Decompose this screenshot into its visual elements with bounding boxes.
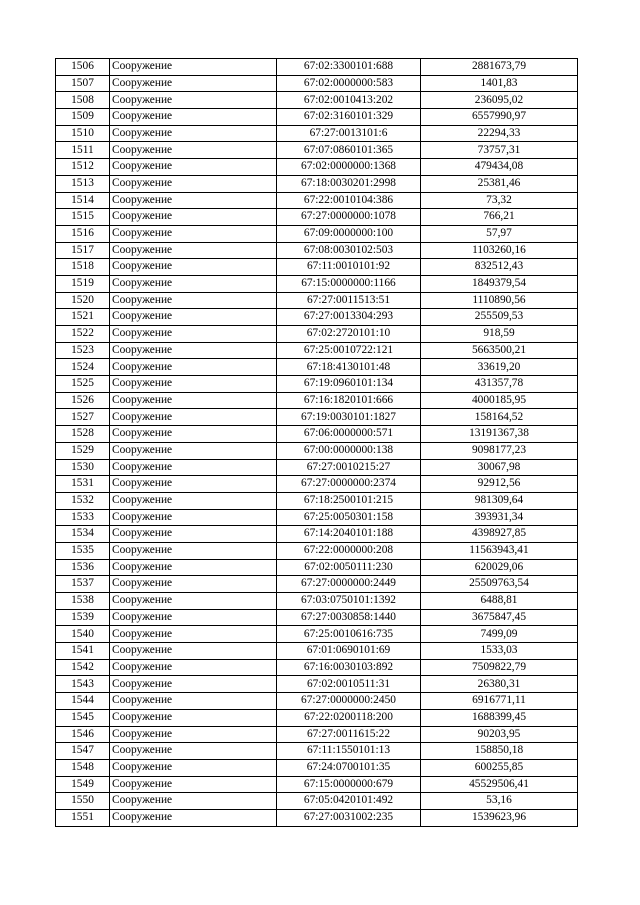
row-number-cell: 1512: [56, 159, 110, 176]
row-number-cell: 1506: [56, 59, 110, 76]
cadastral-number-cell: 67:02:3300101:688: [277, 59, 421, 76]
table-row: [56, 142, 578, 159]
table-row: [56, 125, 578, 142]
cadastral-value-cell: 45529506,41: [421, 776, 578, 793]
cadastral-number-cell: 67:16:0030103:892: [277, 659, 421, 676]
object-type-cell: Сооружение: [110, 225, 277, 242]
cadastral-number-cell: 67:27:0013101:6: [277, 125, 421, 142]
row-number-cell: 1530: [56, 459, 110, 476]
object-type-cell: Сооружение: [110, 542, 277, 559]
cadastral-value-cell: 25381,46: [421, 175, 578, 192]
table-row: [56, 726, 578, 743]
cadastral-value-cell: 6916771,11: [421, 693, 578, 710]
table-row: [56, 259, 578, 276]
cadastral-number-cell: 67:11:0010101:92: [277, 259, 421, 276]
object-type-cell: Сооружение: [110, 159, 277, 176]
cadastral-value-cell: 1539623,96: [421, 809, 578, 826]
cadastral-number-cell: 67:24:0700101:35: [277, 759, 421, 776]
object-type-cell: Сооружение: [110, 409, 277, 426]
object-type-cell: Сооружение: [110, 342, 277, 359]
row-number-cell: 1509: [56, 109, 110, 126]
cadastral-value-cell: 7499,09: [421, 626, 578, 643]
object-type-cell: Сооружение: [110, 59, 277, 76]
cadastral-value-cell: 431357,78: [421, 376, 578, 393]
cadastral-value-cell: 26380,31: [421, 676, 578, 693]
cadastral-number-cell: 67:02:0050111:230: [277, 559, 421, 576]
table-row: [56, 442, 578, 459]
row-number-cell: 1520: [56, 292, 110, 309]
object-type-cell: Сооружение: [110, 442, 277, 459]
object-type-cell: Сооружение: [110, 676, 277, 693]
cadastral-number-cell: 67:02:0000000:583: [277, 75, 421, 92]
row-number-cell: 1536: [56, 559, 110, 576]
cadastral-number-cell: 67:27:0013304:293: [277, 309, 421, 326]
cadastral-value-cell: 6557990,97: [421, 109, 578, 126]
cadastral-number-cell: 67:27:0030858:1440: [277, 609, 421, 626]
row-number-cell: 1537: [56, 576, 110, 593]
cadastral-value-cell: 25509763,54: [421, 576, 578, 593]
cadastral-value-cell: 3675847,45: [421, 609, 578, 626]
object-type-cell: Сооружение: [110, 743, 277, 760]
cadastral-number-cell: 67:27:0011513:51: [277, 292, 421, 309]
table-row: [56, 326, 578, 343]
object-type-cell: Сооружение: [110, 275, 277, 292]
cadastral-number-cell: 67:27:0000000:2450: [277, 693, 421, 710]
cadastral-number-cell: 67:07:0860101:365: [277, 142, 421, 159]
table-row: [56, 509, 578, 526]
table-row: [56, 242, 578, 259]
object-type-cell: Сооружение: [110, 793, 277, 810]
cadastral-value-cell: 33619,20: [421, 359, 578, 376]
registry-table: [55, 58, 578, 827]
object-type-cell: Сооружение: [110, 292, 277, 309]
row-number-cell: 1540: [56, 626, 110, 643]
row-number-cell: 1528: [56, 426, 110, 443]
cadastral-value-cell: 1110890,56: [421, 292, 578, 309]
cadastral-value-cell: 158164,52: [421, 409, 578, 426]
cadastral-value-cell: 1103260,16: [421, 242, 578, 259]
cadastral-value-cell: 479434,08: [421, 159, 578, 176]
row-number-cell: 1535: [56, 542, 110, 559]
table-row: [56, 626, 578, 643]
object-type-cell: Сооружение: [110, 175, 277, 192]
cadastral-value-cell: 5663500,21: [421, 342, 578, 359]
cadastral-value-cell: 255509,53: [421, 309, 578, 326]
row-number-cell: 1513: [56, 175, 110, 192]
object-type-cell: Сооружение: [110, 392, 277, 409]
object-type-cell: Сооружение: [110, 659, 277, 676]
object-type-cell: Сооружение: [110, 242, 277, 259]
table-row: [56, 292, 578, 309]
cadastral-number-cell: 67:09:0000000:100: [277, 225, 421, 242]
table-row: [56, 75, 578, 92]
object-type-cell: Сооружение: [110, 643, 277, 660]
cadastral-number-cell: 67:11:1550101:13: [277, 743, 421, 760]
row-number-cell: 1544: [56, 693, 110, 710]
object-type-cell: Сооружение: [110, 309, 277, 326]
row-number-cell: 1518: [56, 259, 110, 276]
cadastral-value-cell: 236095,02: [421, 92, 578, 109]
cadastral-number-cell: 67:00:0000000:138: [277, 442, 421, 459]
table-row: [56, 376, 578, 393]
table-row: [56, 209, 578, 226]
cadastral-value-cell: 1533,03: [421, 643, 578, 660]
object-type-cell: Сооружение: [110, 192, 277, 209]
object-type-cell: Сооружение: [110, 609, 277, 626]
cadastral-value-cell: 1401,83: [421, 75, 578, 92]
cadastral-number-cell: 67:05:0420101:492: [277, 793, 421, 810]
cadastral-number-cell: 67:02:0010413:202: [277, 92, 421, 109]
row-number-cell: 1551: [56, 809, 110, 826]
object-type-cell: Сооружение: [110, 509, 277, 526]
object-type-cell: Сооружение: [110, 259, 277, 276]
cadastral-value-cell: 13191367,38: [421, 426, 578, 443]
cadastral-number-cell: 67:27:0010215:27: [277, 459, 421, 476]
table-row: [56, 92, 578, 109]
object-type-cell: Сооружение: [110, 593, 277, 610]
cadastral-value-cell: 73757,31: [421, 142, 578, 159]
cadastral-value-cell: 30067,98: [421, 459, 578, 476]
cadastral-value-cell: 73,32: [421, 192, 578, 209]
object-type-cell: Сооружение: [110, 426, 277, 443]
object-type-cell: Сооружение: [110, 709, 277, 726]
table-row: [56, 159, 578, 176]
cadastral-number-cell: 67:25:0010722:121: [277, 342, 421, 359]
row-number-cell: 1510: [56, 125, 110, 142]
table-row: [56, 59, 578, 76]
table-row: [56, 392, 578, 409]
cadastral-number-cell: 67:15:0000000:679: [277, 776, 421, 793]
row-number-cell: 1541: [56, 643, 110, 660]
table-row: [56, 342, 578, 359]
cadastral-number-cell: 67:25:0050301:158: [277, 509, 421, 526]
table-row: [56, 559, 578, 576]
row-number-cell: 1526: [56, 392, 110, 409]
table-row: [56, 109, 578, 126]
table-row: [56, 225, 578, 242]
object-type-cell: Сооружение: [110, 576, 277, 593]
cadastral-value-cell: 918,59: [421, 326, 578, 343]
cadastral-number-cell: 67:02:3160101:329: [277, 109, 421, 126]
object-type-cell: Сооружение: [110, 626, 277, 643]
row-number-cell: 1522: [56, 326, 110, 343]
cadastral-number-cell: 67:27:0000000:2374: [277, 476, 421, 493]
table-row: [56, 743, 578, 760]
row-number-cell: 1529: [56, 442, 110, 459]
cadastral-value-cell: 1688399,45: [421, 709, 578, 726]
row-number-cell: 1545: [56, 709, 110, 726]
cadastral-number-cell: 67:22:0000000:208: [277, 542, 421, 559]
cadastral-value-cell: 9098177,23: [421, 442, 578, 459]
cadastral-number-cell: 67:19:0030101:1827: [277, 409, 421, 426]
row-number-cell: 1524: [56, 359, 110, 376]
cadastral-value-cell: 11563943,41: [421, 542, 578, 559]
object-type-cell: Сооружение: [110, 359, 277, 376]
row-number-cell: 1516: [56, 225, 110, 242]
cadastral-value-cell: 4000185,95: [421, 392, 578, 409]
cadastral-value-cell: 90203,95: [421, 726, 578, 743]
table-row: [56, 476, 578, 493]
table-row: [56, 526, 578, 543]
object-type-cell: Сооружение: [110, 92, 277, 109]
object-type-cell: Сооружение: [110, 476, 277, 493]
row-number-cell: 1511: [56, 142, 110, 159]
cadastral-number-cell: 67:22:0200118:200: [277, 709, 421, 726]
object-type-cell: Сооружение: [110, 559, 277, 576]
object-type-cell: Сооружение: [110, 776, 277, 793]
row-number-cell: 1549: [56, 776, 110, 793]
table-row: [56, 542, 578, 559]
cadastral-value-cell: 6488,81: [421, 593, 578, 610]
row-number-cell: 1517: [56, 242, 110, 259]
row-number-cell: 1550: [56, 793, 110, 810]
object-type-cell: Сооружение: [110, 693, 277, 710]
table-row: [56, 759, 578, 776]
row-number-cell: 1538: [56, 593, 110, 610]
row-number-cell: 1519: [56, 275, 110, 292]
row-number-cell: 1548: [56, 759, 110, 776]
registry-table-body: [56, 59, 578, 827]
table-row: [56, 275, 578, 292]
cadastral-value-cell: 1849379,54: [421, 275, 578, 292]
object-type-cell: Сооружение: [110, 726, 277, 743]
cadastral-number-cell: 67:27:0031002:235: [277, 809, 421, 826]
object-type-cell: Сооружение: [110, 326, 277, 343]
cadastral-value-cell: 53,16: [421, 793, 578, 810]
row-number-cell: 1515: [56, 209, 110, 226]
table-row: [56, 426, 578, 443]
row-number-cell: 1507: [56, 75, 110, 92]
cadastral-number-cell: 67:14:2040101:188: [277, 526, 421, 543]
table-row: [56, 309, 578, 326]
table-row: [56, 492, 578, 509]
table-row: [56, 793, 578, 810]
row-number-cell: 1543: [56, 676, 110, 693]
object-type-cell: Сооружение: [110, 492, 277, 509]
object-type-cell: Сооружение: [110, 75, 277, 92]
cadastral-number-cell: 67:01:0690101:69: [277, 643, 421, 660]
object-type-cell: Сооружение: [110, 526, 277, 543]
object-type-cell: Сооружение: [110, 109, 277, 126]
row-number-cell: 1508: [56, 92, 110, 109]
object-type-cell: Сооружение: [110, 809, 277, 826]
row-number-cell: 1533: [56, 509, 110, 526]
table-row: [56, 693, 578, 710]
cadastral-value-cell: 57,97: [421, 225, 578, 242]
row-number-cell: 1539: [56, 609, 110, 626]
object-type-cell: Сооружение: [110, 759, 277, 776]
object-type-cell: Сооружение: [110, 209, 277, 226]
cadastral-number-cell: 67:16:1820101:666: [277, 392, 421, 409]
row-number-cell: 1523: [56, 342, 110, 359]
cadastral-value-cell: 981309,64: [421, 492, 578, 509]
cadastral-number-cell: 67:22:0010104:386: [277, 192, 421, 209]
table-row: [56, 175, 578, 192]
cadastral-number-cell: 67:02:2720101:10: [277, 326, 421, 343]
cadastral-value-cell: 158850,18: [421, 743, 578, 760]
table-row: [56, 659, 578, 676]
table-row: [56, 676, 578, 693]
object-type-cell: Сооружение: [110, 142, 277, 159]
table-row: [56, 593, 578, 610]
table-row: [56, 576, 578, 593]
table-row: [56, 643, 578, 660]
row-number-cell: 1532: [56, 492, 110, 509]
cadastral-value-cell: 22294,33: [421, 125, 578, 142]
object-type-cell: Сооружение: [110, 376, 277, 393]
table-row: [56, 709, 578, 726]
row-number-cell: 1542: [56, 659, 110, 676]
table-row: [56, 459, 578, 476]
cadastral-number-cell: 67:02:0000000:1368: [277, 159, 421, 176]
cadastral-number-cell: 67:18:4130101:48: [277, 359, 421, 376]
object-type-cell: Сооружение: [110, 125, 277, 142]
cadastral-number-cell: 67:08:0030102:503: [277, 242, 421, 259]
cadastral-number-cell: 67:06:0000000:571: [277, 426, 421, 443]
cadastral-number-cell: 67:15:0000000:1166: [277, 275, 421, 292]
cadastral-number-cell: 67:02:0010511:31: [277, 676, 421, 693]
cadastral-number-cell: 67:18:0030201:2998: [277, 175, 421, 192]
table-row: [56, 359, 578, 376]
cadastral-number-cell: 67:18:2500101:215: [277, 492, 421, 509]
cadastral-value-cell: 7509822,79: [421, 659, 578, 676]
row-number-cell: 1514: [56, 192, 110, 209]
table-row: [56, 609, 578, 626]
row-number-cell: 1525: [56, 376, 110, 393]
cadastral-value-cell: 766,21: [421, 209, 578, 226]
cadastral-number-cell: 67:19:0960101:134: [277, 376, 421, 393]
table-row: [56, 776, 578, 793]
row-number-cell: 1527: [56, 409, 110, 426]
table-row: [56, 192, 578, 209]
row-number-cell: 1531: [56, 476, 110, 493]
cadastral-value-cell: 4398927,85: [421, 526, 578, 543]
object-type-cell: Сооружение: [110, 459, 277, 476]
row-number-cell: 1547: [56, 743, 110, 760]
cadastral-value-cell: 832512,43: [421, 259, 578, 276]
row-number-cell: 1546: [56, 726, 110, 743]
cadastral-value-cell: 600255,85: [421, 759, 578, 776]
cadastral-number-cell: 67:27:0000000:2449: [277, 576, 421, 593]
table-row: [56, 809, 578, 826]
cadastral-value-cell: 2881673,79: [421, 59, 578, 76]
row-number-cell: 1521: [56, 309, 110, 326]
cadastral-number-cell: 67:03:0750101:1392: [277, 593, 421, 610]
row-number-cell: 1534: [56, 526, 110, 543]
cadastral-value-cell: 92912,56: [421, 476, 578, 493]
cadastral-number-cell: 67:27:0000000:1078: [277, 209, 421, 226]
cadastral-number-cell: 67:27:0011615:22: [277, 726, 421, 743]
cadastral-value-cell: 620029,06: [421, 559, 578, 576]
cadastral-value-cell: 393931,34: [421, 509, 578, 526]
table-row: [56, 409, 578, 426]
cadastral-number-cell: 67:25:0010616:735: [277, 626, 421, 643]
